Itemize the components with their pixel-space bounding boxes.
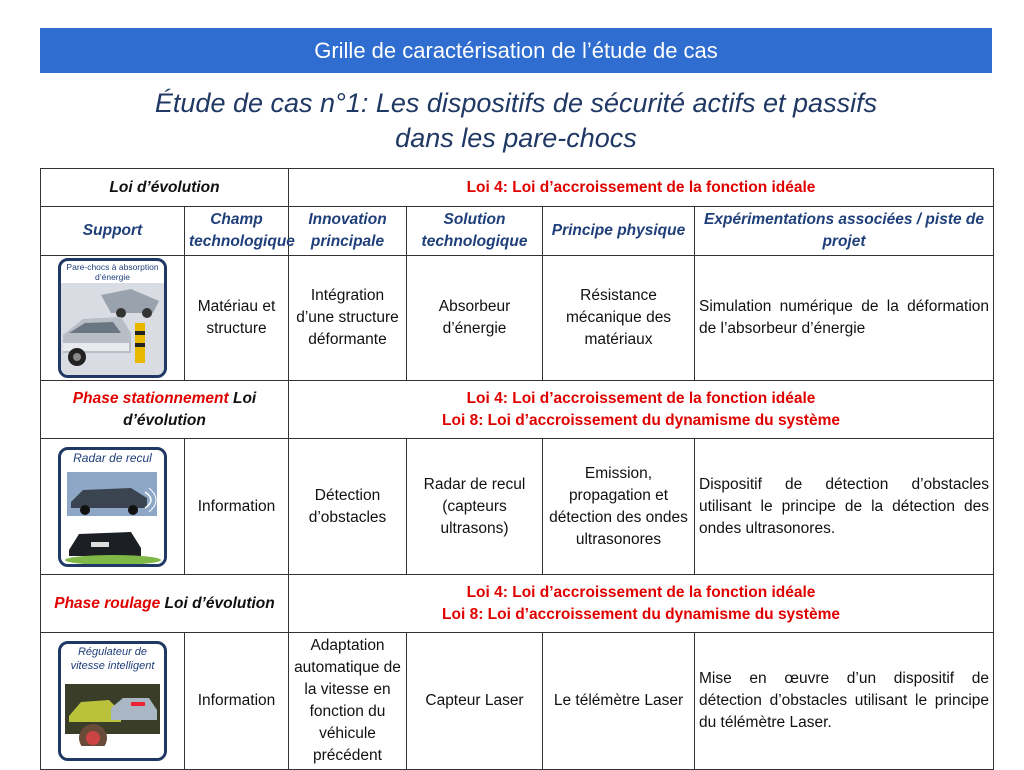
experimentation-3: Mise en œuvre d’un dispositif de détection d’obstacles utilisant le principe du télémètre Laser.: [695, 633, 994, 770]
law-text-3: [289, 575, 994, 633]
champ-2: Information: [185, 439, 289, 575]
principe-1: Résistance mécanique des matériaux: [543, 256, 695, 381]
header-support: Support: [41, 207, 185, 256]
law-label-2: [41, 381, 289, 439]
cruise-control-card: [58, 641, 167, 761]
law-text-2: [289, 381, 994, 439]
content-row-2: [41, 439, 994, 575]
innovation-1: Intégration d’une structure déformante: [289, 256, 407, 381]
support-image-cell-3: [41, 633, 185, 770]
header-principe: Principe physique: [543, 207, 695, 256]
experimentation-2: Dispositif de détection d’obstacles utilisant le principe de la détection des ondes ultrasonores.: [695, 439, 994, 575]
header-experimentations: Expérimentations associées / piste de projet: [695, 207, 994, 256]
law-label-3: [41, 575, 289, 633]
law-label-1: Loi d’évolution: [41, 169, 289, 207]
solution-1: Absorbeur d’énergie: [407, 256, 543, 381]
solution-3: Capteur Laser: [407, 633, 543, 770]
radar-card-label: Radar de recul: [73, 450, 152, 465]
law-row-1: [41, 169, 994, 207]
cruise-control-icon: [61, 676, 164, 758]
law-line: Loi 4: Loi d’accroissement de la fonction idéale: [466, 389, 816, 407]
champ-3: Information: [185, 633, 289, 770]
law-line: Loi 4: Loi d’accroissement de la fonction idéale: [466, 583, 816, 601]
innovation-2: Détection d’obstacles: [289, 439, 407, 575]
banner: Grille de caractérisation de l’étude de cas: [40, 28, 992, 73]
bumper-card: [58, 258, 167, 378]
header-champ: Champ technologique: [185, 207, 289, 256]
support-image-cell-1: [41, 256, 185, 381]
header-solution: Solution technologique: [407, 207, 543, 256]
law-line: Loi 8: Loi d’accroissement du dynamisme du système: [442, 605, 840, 623]
header-row: [41, 207, 994, 256]
experimentation-1: Simulation numérique de la déformation de l’absorbeur d’énergie: [695, 256, 994, 381]
content-row-3: [41, 633, 994, 770]
law-row-3: [41, 575, 994, 633]
principe-2: Emission, propagation et détection des ondes ultrasonores: [543, 439, 695, 575]
bumper-card-label: Pare-chocs à absorption d’énergie: [66, 262, 159, 282]
law-line: Loi 8: Loi d’accroissement du dynamisme du système: [442, 411, 840, 429]
page-title-line-2: dans les pare-chocs: [395, 123, 637, 153]
header-innovation: Innovation principale: [289, 207, 407, 256]
law-row-2: [41, 381, 994, 439]
law-text-1: [289, 169, 994, 207]
champ-1: Matériau et structure: [185, 256, 289, 381]
page-title: [40, 86, 992, 156]
solution-2: Radar de recul (capteurs ultrasons): [407, 439, 543, 575]
law-label-text-3: Loi d’évolution: [164, 594, 275, 612]
law-line: Loi 4: Loi d’accroissement de la fonction idéale: [466, 178, 816, 196]
bumper-car-icon: [61, 283, 164, 375]
innovation-3: Adaptation automatique de la vitesse en fonction du véhicule précédent: [289, 633, 407, 770]
characterization-grid: [40, 168, 994, 770]
cruise-control-card-label: Régulateur de vitesse intelligent: [70, 646, 155, 672]
support-image-cell-2: [41, 439, 185, 575]
principe-3: Le télémètre Laser: [543, 633, 695, 770]
law-label-text-2: Loi d’évolution: [123, 389, 257, 429]
phase-label-2: Phase stationnement: [72, 389, 229, 407]
parking-radar-icon: [61, 468, 164, 564]
phase-label-3: Phase roulage: [54, 594, 161, 612]
radar-card: [58, 447, 167, 567]
content-row-1: [41, 256, 994, 381]
page-title-line-1: Étude de cas n°1: Les dispositifs de sécurité actifs et passifs: [154, 88, 878, 118]
